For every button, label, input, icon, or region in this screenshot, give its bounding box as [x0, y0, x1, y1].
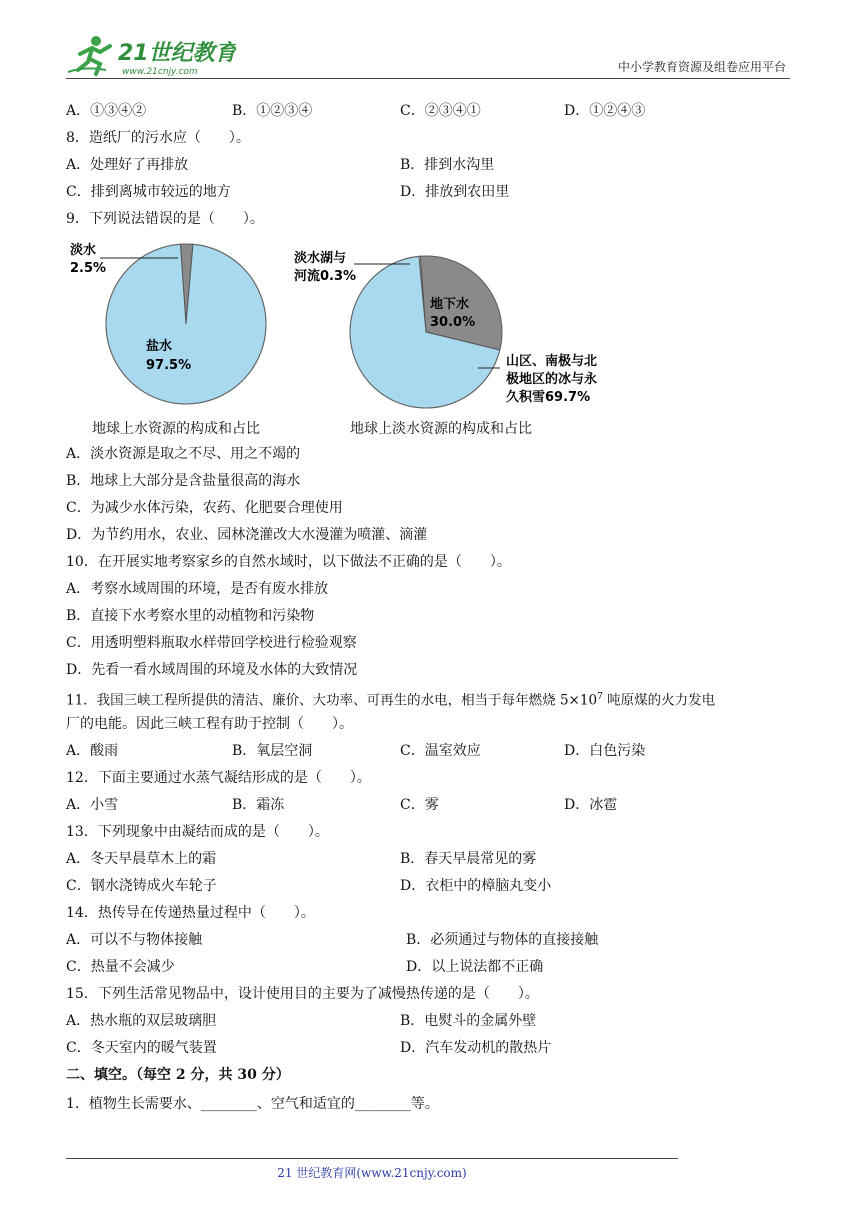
- q8-option-c: C．排到离城市较远的地方: [66, 184, 231, 200]
- pie2-label-lake-2: 河流0.3%: [294, 269, 357, 284]
- q12-stem: 12．下面主要通过水蒸气凝结形成的是（ ）。: [66, 770, 371, 786]
- q12-option-d: D．冰雹: [564, 797, 618, 813]
- q8-option-b: B．排到水沟里: [400, 157, 495, 173]
- logo-text: 21世纪教育: [118, 41, 236, 66]
- q10-option-a: A．考察水域周围的环境，是否有废水排放: [66, 581, 329, 597]
- site-logo: [66, 32, 236, 78]
- pie1-value-fresh: 2.5%: [70, 261, 107, 276]
- pie2-value-ground: 30.0%: [430, 315, 476, 330]
- q11-stem-line2: 厂的电能。因此三峡工程有助于控制（ ）。: [66, 716, 353, 732]
- q9-option-a: A．淡水资源是取之不尽、用之不竭的: [66, 446, 301, 462]
- q12-option-a: A．小雪: [66, 797, 119, 813]
- pie1-value-salt: 97.5%: [146, 358, 192, 373]
- pie2-caption: 地球上淡水资源的构成和占比: [350, 421, 532, 437]
- q11-option-d: D．白色污染: [564, 743, 646, 759]
- q15-option-a: A．热水瓶的双层玻璃胆: [66, 1013, 217, 1029]
- q14-option-a: A．可以不与物体接触: [66, 932, 203, 948]
- runner-logo-icon: [66, 32, 236, 78]
- q11-option-b: B．氧层空洞: [232, 743, 313, 759]
- pie1-caption: 地球上水资源的构成和占比: [92, 421, 260, 437]
- header-rule: [66, 78, 790, 79]
- q9-stem: 9．下列说法错误的是（ ）。: [66, 211, 264, 227]
- pie2-label-ice-2: 极地区的冰与永: [506, 372, 598, 387]
- q8-option-a: A．处理好了再排放: [66, 157, 189, 173]
- q11-option-a: A．酸雨: [66, 743, 119, 759]
- pie-chart-water-resources: [106, 244, 266, 404]
- fill-q1: 1．植物生长需要水、________、空气和适宜的________等。: [66, 1096, 439, 1112]
- q13-option-d: D．衣柜中的樟脑丸变小: [400, 878, 552, 894]
- pie-chart-fresh-water: [350, 256, 502, 408]
- q12-option-b: B．霜冻: [232, 797, 285, 813]
- q7-option-c: C．②③④①: [400, 103, 481, 119]
- q14-stem: 14．热传导在传递热量过程中（ ）。: [66, 905, 315, 921]
- q11-option-c: C．温室效应: [400, 743, 481, 759]
- q7-option-d: D．①②④③: [564, 103, 646, 119]
- q11-stem-line1: 11．我国三峡工程所提供的清洁、廉价、大功率、可再生的水电，相当于每年燃烧 $5\times 10^7$ 吨原煤的火力发电: [66, 692, 716, 709]
- q8-option-d: D．排放到农田里: [400, 184, 510, 200]
- q7-option-b: B．①②③④: [232, 103, 313, 119]
- q9-option-d: D．为节约用水，农业、园林浇灌改大水漫灌为喷灌、滴灌: [66, 527, 428, 543]
- q9-option-c: C．为减少水体污染，农药、化肥要合理使用: [66, 500, 343, 516]
- platform-name: 中小学教育资源及组卷应用平台: [617, 60, 786, 74]
- q15-option-d: D．汽车发动机的散热片: [400, 1040, 552, 1056]
- q13-option-b: B．春天早晨常见的雾: [400, 851, 537, 867]
- footer-rule: [66, 1158, 678, 1159]
- q15-option-c: C．冬天室内的暖气装置: [66, 1040, 217, 1056]
- q10-option-d: D．先看一看水域周围的环境及水体的大致情况: [66, 662, 358, 678]
- q13-option-c: C．钢水浇铸成火车轮子: [66, 878, 217, 894]
- pie2-label-ice-3: 久积雪69.7%: [506, 390, 591, 405]
- q14-option-d: D．以上说法都不正确: [406, 959, 544, 975]
- q14-option-c: C．热量不会减少: [66, 959, 175, 975]
- q14-option-b: B．必须通过与物体的直接接触: [406, 932, 599, 948]
- q9-option-b: B．地球上大部分是含盐量很高的海水: [66, 473, 301, 489]
- pie2-label-ice-1: 山区、南极与北: [506, 354, 598, 369]
- pie1-label-salt: 盐水: [146, 339, 173, 354]
- q10-option-b: B．直接下水考察水里的动植物和污染物: [66, 608, 315, 624]
- logo-url: www.21cnjy.com: [122, 67, 198, 77]
- pie2-label-lake: 淡水湖与: [294, 251, 347, 266]
- pie2-label-ground: 地下水: [430, 297, 470, 312]
- q15-stem: 15．下列生活常见物品中，设计使用目的主要为了减慢热传递的是（ ）。: [66, 986, 539, 1002]
- q12-option-c: C．雾: [400, 797, 439, 813]
- pie1-label-fresh: 淡水: [70, 243, 97, 258]
- footer-text: 21 世纪教育网(www.21cnjy.com): [277, 1166, 467, 1180]
- q13-option-a: A．冬天早晨草木上的霜: [66, 851, 217, 867]
- q7-option-a: A．①③④②: [66, 103, 147, 119]
- q10-stem: 10．在开展实地考察家乡的自然水域时，以下做法不正确的是（ ）。: [66, 554, 511, 570]
- q10-option-c: C．用透明塑料瓶取水样带回学校进行检验观察: [66, 635, 357, 651]
- section2-title: 二、填空。（每空 2 分，共 30 分）: [66, 1067, 290, 1083]
- water-pie-charts: [60, 238, 620, 410]
- q15-option-b: B．电熨斗的金属外壁: [400, 1013, 537, 1029]
- q13-stem: 13．下列现象中由凝结而成的是（ ）。: [66, 824, 329, 840]
- q8-stem: 8．造纸厂的污水应（ ）。: [66, 130, 250, 146]
